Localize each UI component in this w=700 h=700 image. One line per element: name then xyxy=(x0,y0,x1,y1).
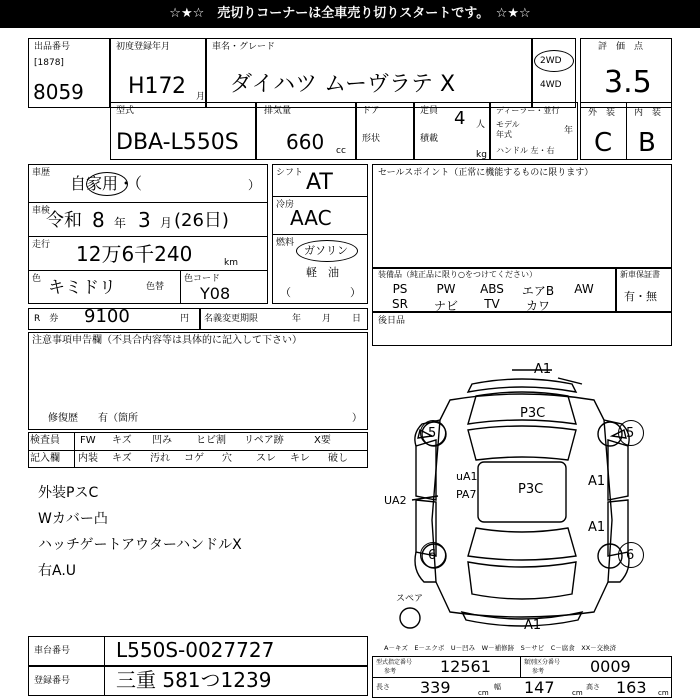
color-code-value: Y08 xyxy=(200,284,231,303)
car-name-label: 車名・グレード xyxy=(212,42,276,52)
inspection-month-unit: 月 xyxy=(160,216,173,230)
notes-repair: 修復歴 有（箇所 xyxy=(48,413,138,424)
shift-value: AT xyxy=(306,170,333,195)
ext-grade-value: C xyxy=(594,128,613,158)
diagram-bottom-a1: A1 xyxy=(524,618,542,633)
wheel-circle-fr xyxy=(618,420,644,446)
equipment-option: PW xyxy=(436,282,456,296)
doors-label: ドア xyxy=(362,106,380,116)
after-fit-box xyxy=(372,312,672,346)
category-value: 0009 xyxy=(590,657,631,676)
warranty-value: 有・無 xyxy=(624,290,657,303)
inspector-check: リペア跡 xyxy=(244,435,284,446)
history-label: 車歴 xyxy=(32,168,51,178)
length-value: 339 xyxy=(420,678,451,697)
inspection-year-unit: 年 xyxy=(114,216,127,230)
displacement-value: 660 xyxy=(286,130,325,154)
mileage-label: 走行 xyxy=(32,240,51,250)
history-circle xyxy=(86,172,128,196)
dealer-label: ディーラー・並行 xyxy=(496,106,560,115)
equipment-option: エアB xyxy=(521,284,555,298)
inspection-era: 令和 xyxy=(46,210,82,231)
model-year-label2: 年式 xyxy=(496,130,512,139)
first-reg-month: 2 xyxy=(172,74,186,99)
r-ken-label: R 券 xyxy=(34,314,59,324)
ext-grade-label: 外 装 xyxy=(588,108,616,118)
displacement-unit: cc xyxy=(336,146,346,156)
score-value: 3.5 xyxy=(604,65,652,100)
inspector-check: コゲ xyxy=(184,453,204,464)
color-value: キミドリ xyxy=(48,278,116,298)
int-grade-label: 内 装 xyxy=(634,108,662,118)
damage-legend: A－キズ E－エクボ U－凹み W－補修跡 S－サビ C－腐食 XX－交換済 xyxy=(384,644,617,652)
plate-value: 三重 581つ1239 xyxy=(116,668,272,692)
ac-value: AAC xyxy=(290,206,332,230)
lot-sub: [1878] xyxy=(34,58,64,68)
height-label: 高さ xyxy=(586,683,600,691)
int-grade-value: B xyxy=(638,128,656,158)
diagram-roof: P3C xyxy=(518,482,544,497)
designation-label2: 参考 xyxy=(384,668,397,675)
load-unit: kg xyxy=(476,150,487,160)
r-ken-value: 9100 xyxy=(84,306,130,327)
r-ken-unit: 円 xyxy=(180,314,190,324)
width-value: 147 xyxy=(524,678,555,697)
equipment-option: AW xyxy=(574,282,594,296)
inspection-month: 3 xyxy=(138,208,151,232)
after-fit-label: 後日品 xyxy=(378,316,406,326)
diagram-spare: スペア xyxy=(396,594,424,604)
displacement-label: 排気量 xyxy=(264,106,292,116)
handwritten-note: 外装PスC xyxy=(38,485,99,501)
equipment-option: TV xyxy=(484,297,500,311)
sales-point-label: セールスポイント（正常に機能するものに限ります） xyxy=(378,168,594,178)
handwritten-note: Wカバー凸 xyxy=(38,511,108,527)
handwritten-note: ハッチゲートアウターハンドルX xyxy=(38,537,242,553)
model-value: DBA-L550S xyxy=(116,130,239,155)
drive-2wd: 2WD xyxy=(540,56,562,66)
load-label: 積載 xyxy=(420,134,439,144)
diagram-door-right1: A1 xyxy=(588,474,606,489)
shift-label: シフト xyxy=(276,168,304,178)
lot-label: 出品番号 xyxy=(34,42,71,52)
inspector-check: 凹み xyxy=(152,435,172,446)
chassis-value: L550S-0027727 xyxy=(116,638,275,662)
handle-label: ハンドル 左・右 xyxy=(496,146,555,155)
sales-point-box xyxy=(372,164,672,268)
fuel-close: ） xyxy=(350,286,361,299)
wheel-circle-rr xyxy=(618,542,644,568)
drive-4wd: 4WD xyxy=(540,80,562,90)
fuel-label: 燃料 xyxy=(276,238,295,248)
capacity-label: 定員 xyxy=(420,106,439,116)
diagram-front-left: 5 xyxy=(428,426,437,441)
inspector-check: 破し xyxy=(328,453,348,464)
inspector-label1: 検査員 xyxy=(30,435,60,446)
length-unit: cm xyxy=(478,689,489,697)
history-close: ） xyxy=(248,178,261,192)
model-year-label1: モデル xyxy=(496,120,520,129)
inspector-check: キズ xyxy=(112,453,132,464)
first-reg-month-unit: 月 xyxy=(196,92,206,102)
color-code-label: 色コード xyxy=(184,274,221,284)
diagram-hood: P3C xyxy=(520,406,546,421)
fuel-diesel: 軽 油 xyxy=(306,266,339,279)
capacity-value: 4 xyxy=(454,108,466,129)
color-label: 色 xyxy=(32,274,42,284)
inspector-check: スレ xyxy=(256,453,276,464)
shape-label: 形状 xyxy=(362,134,381,144)
chassis-label: 車台番号 xyxy=(34,646,71,656)
fuel-gas: ガソリン xyxy=(304,244,348,257)
length-label: 長さ xyxy=(376,683,390,691)
wheel-circle-rl xyxy=(420,542,446,568)
diagram-top-a1: A1 xyxy=(534,362,552,377)
equipment-option: カワ xyxy=(525,299,550,313)
drive-2wd-circle xyxy=(534,50,574,72)
width-unit: cm xyxy=(572,689,583,697)
fuel-open: （ xyxy=(280,286,291,299)
designation-value: 12561 xyxy=(440,657,491,676)
inspection-day: (26日) xyxy=(174,210,229,231)
inspector-check: 内装 xyxy=(78,453,98,464)
diagram-door-left1: uA1 xyxy=(456,470,478,483)
width-label: 幅 xyxy=(494,683,501,691)
name-change-day: 日 xyxy=(352,314,362,324)
diagram-rear-right: 6 xyxy=(626,548,635,563)
first-reg-year: H17 xyxy=(128,74,173,99)
model-year-unit: 年 xyxy=(564,126,574,136)
mileage-value: 12万6千240 xyxy=(76,242,193,266)
ac-label: 冷房 xyxy=(276,200,295,210)
fuel-gas-circle xyxy=(296,240,358,262)
mileage-unit: km xyxy=(224,258,238,268)
diagram-rear-left: 6 xyxy=(428,548,437,563)
inspector-check: X要 xyxy=(314,435,331,446)
notes-repair-close: ） xyxy=(352,413,362,424)
name-change-year: 年 xyxy=(292,314,302,324)
equipment-option: ナビ xyxy=(433,299,458,313)
inspector-check: ヒビ割 xyxy=(196,435,226,446)
inspection-year: 8 xyxy=(92,208,105,232)
inspection-label: 車検 xyxy=(32,206,51,216)
banner: ☆★☆ 売切りコーナーは全車売り切りスタートです。 ☆★☆ xyxy=(0,0,700,28)
model-label: 型式 xyxy=(116,106,135,116)
equipment-option: ABS xyxy=(480,282,504,296)
designation-label1: 型式指定番号 xyxy=(376,659,413,666)
diagram-door-right2: A1 xyxy=(588,520,606,535)
inspector-check: 汚れ xyxy=(150,453,170,464)
diagram-side-left: UA2 xyxy=(384,494,407,507)
category-label1: 類別区分番号 xyxy=(524,659,561,666)
car-name: ダイハツ ムーヴラテ X xyxy=(230,72,456,97)
equipment-option: SR xyxy=(392,297,408,311)
equipment-option: PS xyxy=(392,282,408,296)
diagram-front-right: 5 xyxy=(626,426,635,441)
height-value: 163 xyxy=(616,678,647,697)
name-change-label: 名義変更期限 xyxy=(204,314,259,324)
color-tone-label: 色替 xyxy=(146,282,165,292)
name-change-month: 月 xyxy=(322,314,332,324)
equipment-label: 装備品（純正品に限り○をつけてください） xyxy=(378,270,537,279)
lot-number: 8059 xyxy=(33,80,84,104)
inspector-label2: 記入欄 xyxy=(30,453,60,464)
inspector-check: 穴 xyxy=(222,453,232,464)
capacity-unit: 人 xyxy=(476,120,486,130)
warranty-label: 新車保証書 xyxy=(620,270,660,279)
history-value: 自家用・（ xyxy=(70,174,143,193)
inspector-check: FW xyxy=(80,435,96,446)
score-label: 評 価 点 xyxy=(598,42,644,52)
wheel-circle-fl xyxy=(420,420,446,446)
first-reg-label: 初度登録年月 xyxy=(116,42,171,52)
handwritten-note: 右A.U xyxy=(38,563,77,579)
category-label2: 参考 xyxy=(532,668,545,675)
inspector-check: キズ xyxy=(112,435,132,446)
height-unit: cm xyxy=(658,689,669,697)
notes-label: 注意事項申告欄（不具合内容等は具体的に記入して下さい） xyxy=(32,335,302,346)
plate-label: 登録番号 xyxy=(34,676,71,686)
diagram-door-left2: PA7 xyxy=(456,488,477,501)
inspector-check: キレ xyxy=(290,453,310,464)
drive-box xyxy=(532,38,576,108)
